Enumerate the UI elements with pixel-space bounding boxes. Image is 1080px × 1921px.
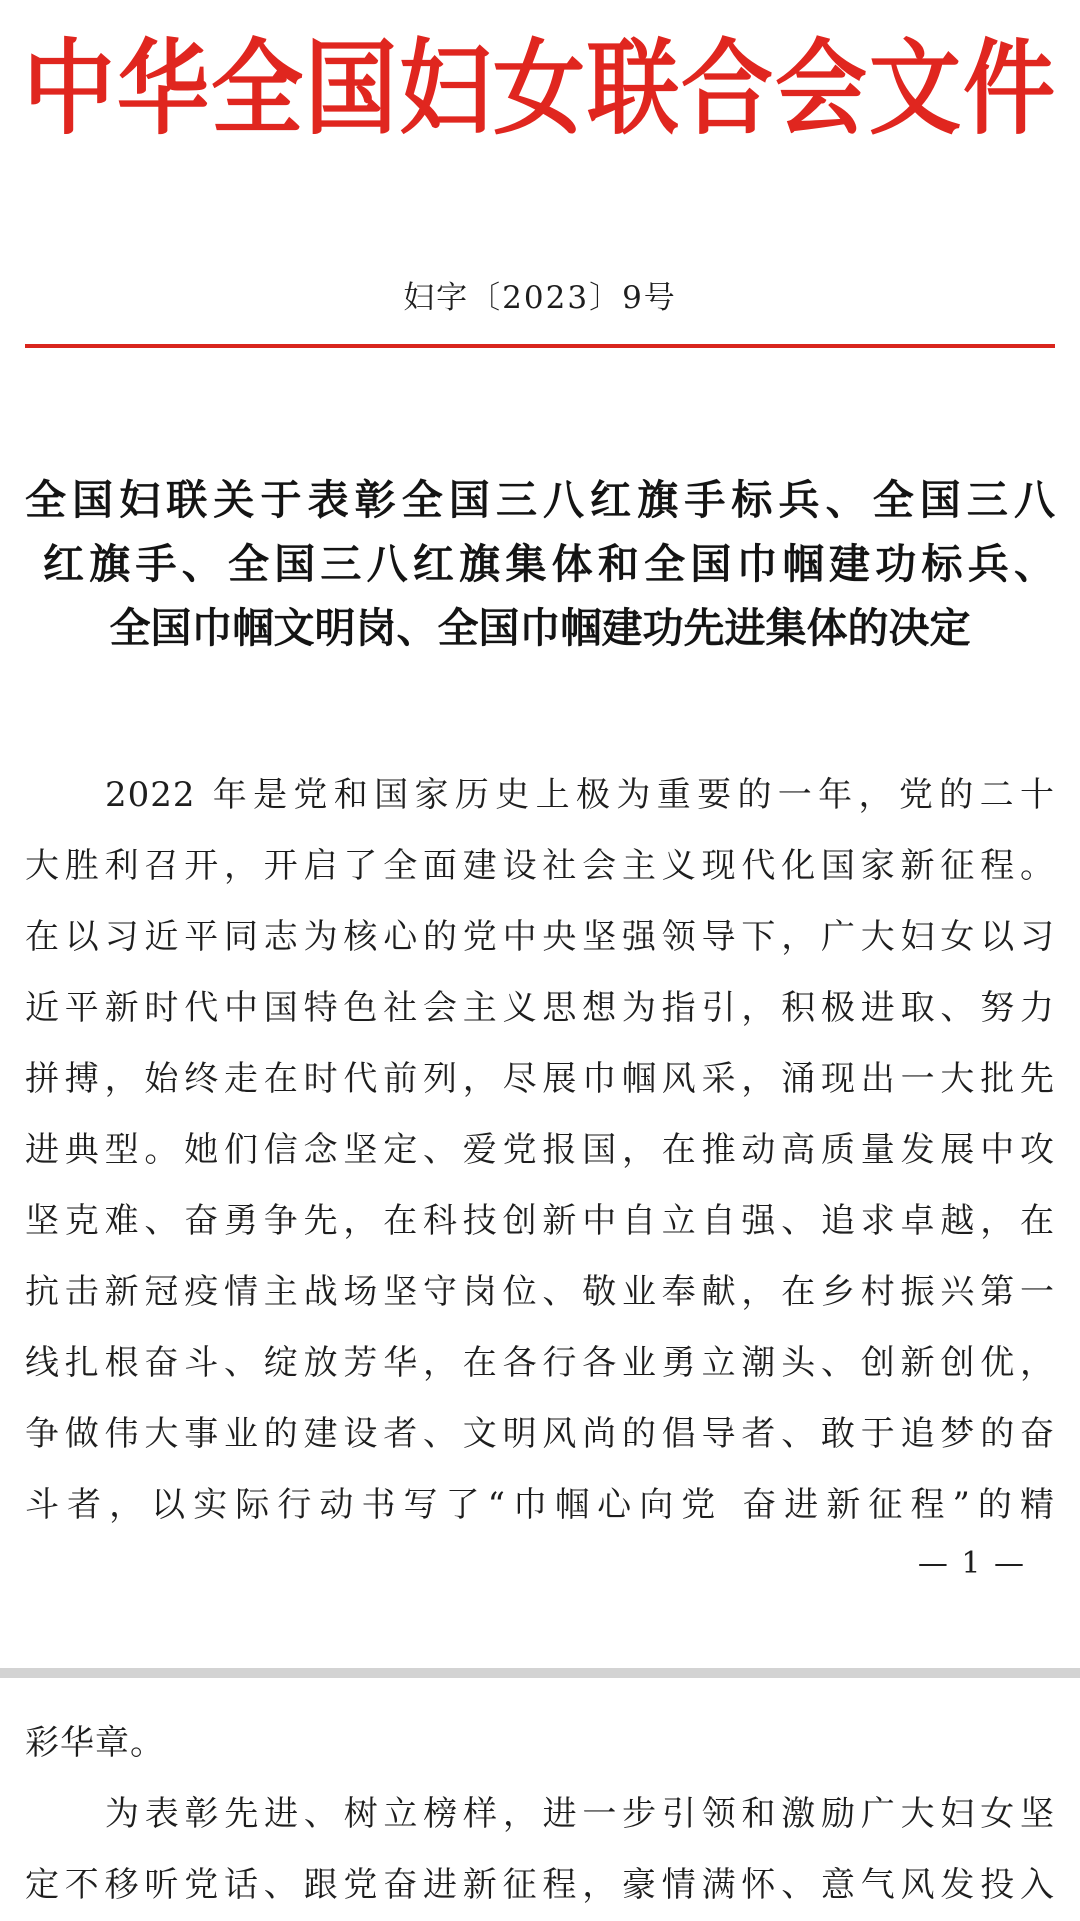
title-line-1: 全国妇联关于表彰全国三八红旗手标兵、全国三八 <box>25 476 1055 524</box>
red-divider-line <box>25 344 1055 348</box>
body-line: 2022 年是党和国家历史上极为重要的一年，党的二十 <box>105 775 1055 815</box>
body-line: 彩华章。 <box>25 1723 165 1763</box>
page-number: — 1 — <box>917 1546 1026 1581</box>
body-line: 进典型。她们信念坚定、爱党报国，在推动高质量发展中攻 <box>25 1130 1055 1170</box>
document-masthead: 中华全国妇女联合会文件 <box>22 28 1057 149</box>
title-line-2: 红旗手、全国三八红旗集体和全国巾帼建功标兵、 <box>43 540 1055 588</box>
body-line: 近平新时代中国特色社会主义思想为指引，积极进取、努力 <box>25 988 1055 1028</box>
body-line: 为表彰先进、树立榜样，进一步引领和激励广大妇女坚 <box>105 1794 1055 1834</box>
document-page-2 <box>0 1678 1080 1905</box>
document-title <box>25 468 1055 660</box>
body-line: 大胜利召开，开启了全面建设社会主义现代化国家新征程。 <box>25 846 1055 886</box>
title-line-3: 全国巾帼文明岗、全国巾帼建功先进集体的决定 <box>109 604 971 652</box>
body-paragraph <box>25 1708 1055 1921</box>
body-line: 在以习近平同志为核心的党中央坚强领导下，广大妇女以习 <box>25 917 1055 957</box>
document-number: 妇字〔2023〕9号 <box>403 280 677 316</box>
body-paragraph <box>25 760 1055 1541</box>
body-line: 坚克难、奋勇争先，在科技创新中自立自强、追求卓越，在 <box>25 1201 1055 1241</box>
page-separator <box>0 1668 1080 1678</box>
body-line: 线扎根奋斗、绽放芳华，在各行各业勇立潮头、创新创优， <box>25 1343 1055 1383</box>
body-line: 斗者，以实际行动书写了“巾帼心向党 奋进新征程”的精 <box>25 1485 1055 1525</box>
body-line: 抗击新冠疫情主战场坚守岗位、敬业奉献，在乡村振兴第一 <box>25 1272 1055 1312</box>
body-line: 定不移听党话、跟党奋进新征程，豪情满怀、意气风发投入 <box>25 1865 1055 1905</box>
body-line: 拼搏，始终走在时代前列，尽展巾帼风采，涌现出一大批先 <box>25 1059 1055 1099</box>
body-line: 争做伟大事业的建设者、文明风尚的倡导者、敢于追梦的奋 <box>25 1414 1055 1454</box>
